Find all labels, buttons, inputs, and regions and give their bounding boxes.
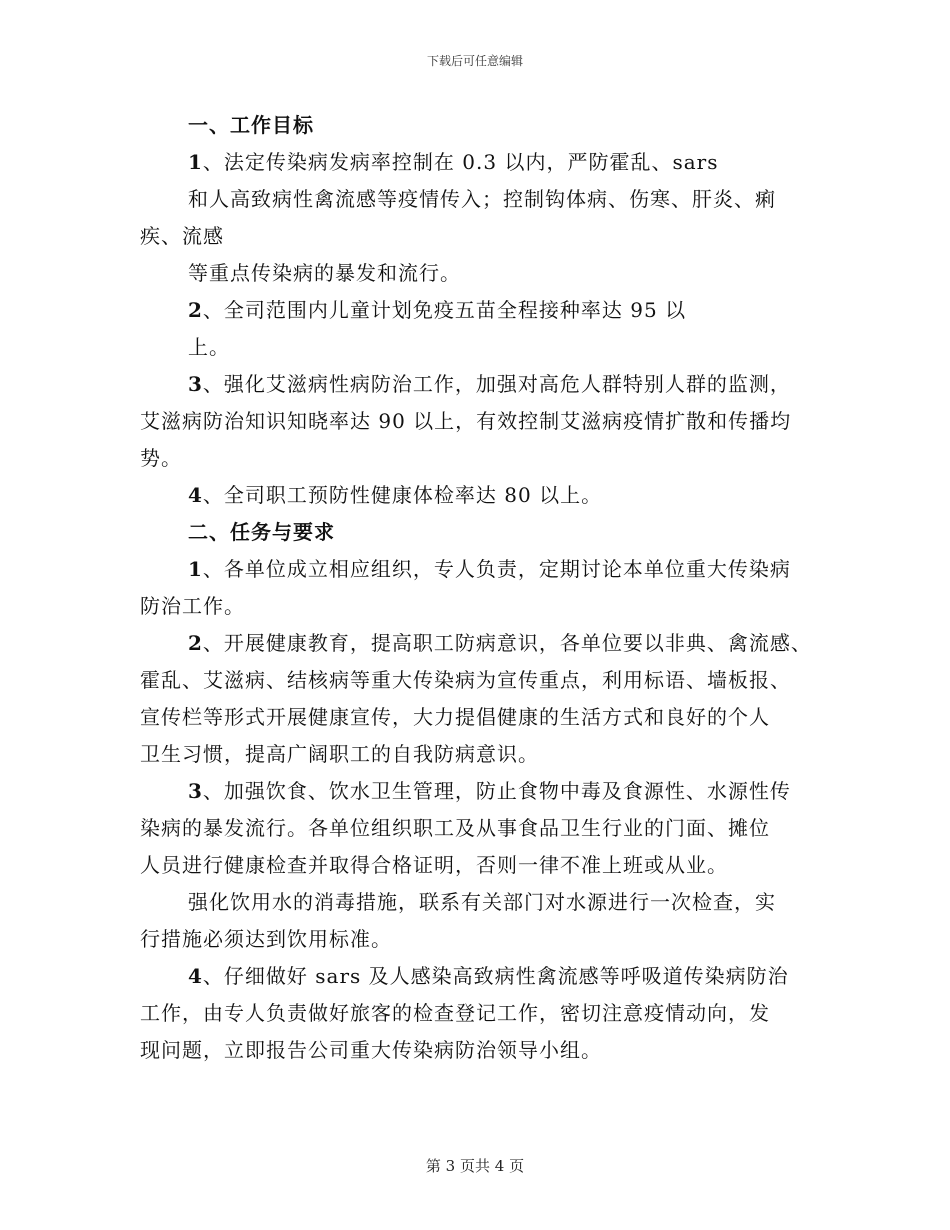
paragraph-line: 和人高致病性禽流感等疫情传入；控制钩体病、伤寒、肝炎、痢 <box>188 187 776 211</box>
item-number: 3 <box>188 372 203 396</box>
item-number: 1 <box>188 557 203 581</box>
item-number: 1 <box>188 150 203 174</box>
task-item-1 <box>188 554 791 584</box>
paragraph-line: 上。 <box>188 335 230 359</box>
section-heading-goals: 一、工作目标 <box>188 113 314 137</box>
paragraph-line: 工作，由专人负责做好旅客的检查登记工作，密切注意疫情动向，发 <box>140 1001 770 1025</box>
task-item-2 <box>188 628 812 658</box>
goal-item-2 <box>188 295 686 325</box>
paragraph-line: 艾滋病防治知识知晓率达 90 以上，有效控制艾滋病疫情扩散和传播均 <box>140 409 792 433</box>
paragraph-line: 卫生习惯，提高广阔职工的自我防病意识。 <box>140 742 539 766</box>
item-number: 2 <box>188 631 203 655</box>
paragraph-line: 人员进行健康检查并取得合格证明，否则一律不准上班或从业。 <box>140 853 728 877</box>
paragraph-line: 、法定传染病发病率控制在 0.3 以内，严防霍乱、sars <box>202 150 719 174</box>
item-number: 4 <box>188 483 203 507</box>
page-footer: 第 3 页共 4 页 <box>425 1157 525 1175</box>
page-header: 下载后可任意编辑 <box>426 54 523 68</box>
section-heading-tasks: 二、任务与要求 <box>188 520 335 544</box>
goal-item-1 <box>188 147 718 177</box>
paragraph-line: 疾、流感 <box>140 224 224 248</box>
paragraph-line: 等重点传染病的暴发和流行。 <box>188 261 461 285</box>
paragraph-line: 霍乱、艾滋病、结核病等重大传染病为宣传重点，利用标语、墙板报、 <box>140 668 791 692</box>
goal-item-3 <box>188 369 791 399</box>
task-item-3 <box>188 776 791 806</box>
paragraph-line: 、开展健康教育，提高职工防病意识，各单位要以非典、禽流感、 <box>202 631 812 655</box>
paragraph-line: 、加强饮食、饮水卫生管理，防止食物中毒及食源性、水源性传 <box>202 779 791 803</box>
item-number: 4 <box>188 964 203 988</box>
paragraph-line: 现问题，立即报告公司重大传染病防治领导小组。 <box>140 1038 602 1062</box>
paragraph-line: 势。 <box>140 446 182 470</box>
paragraph-line: 、仔细做好 sars 及人感染高致病性禽流感等呼吸道传染病防治 <box>202 964 789 988</box>
paragraph-line: 、全司职工预防性健康体检率达 80 以上。 <box>202 483 603 507</box>
paragraph-line: 、全司范围内儿童计划免疫五苗全程接种率达 95 以 <box>202 298 687 322</box>
paragraph-line: 宣传栏等形式开展健康宣传，大力提倡健康的生活方式和良好的个人 <box>140 705 770 729</box>
task-item-4 <box>188 961 789 991</box>
paragraph-line: 染病的暴发流行。各单位组织职工及从事食品卫生行业的门面、摊位 <box>140 816 770 840</box>
paragraph-line: 、强化艾滋病性病防治工作，加强对高危人群特别人群的监测， <box>202 372 791 396</box>
paragraph-line: 防治工作。 <box>140 594 245 618</box>
paragraph-line: 、各单位成立相应组织，专人负责，定期讨论本单位重大传染病 <box>202 557 791 581</box>
paragraph-line: 强化饮用水的消毒措施，联系有关部门对水源进行一次检查，实 <box>188 890 776 914</box>
goal-item-4 <box>188 480 602 510</box>
item-number: 3 <box>188 779 203 803</box>
paragraph-line: 行措施必须达到饮用标准。 <box>140 927 392 951</box>
item-number: 2 <box>188 298 203 322</box>
